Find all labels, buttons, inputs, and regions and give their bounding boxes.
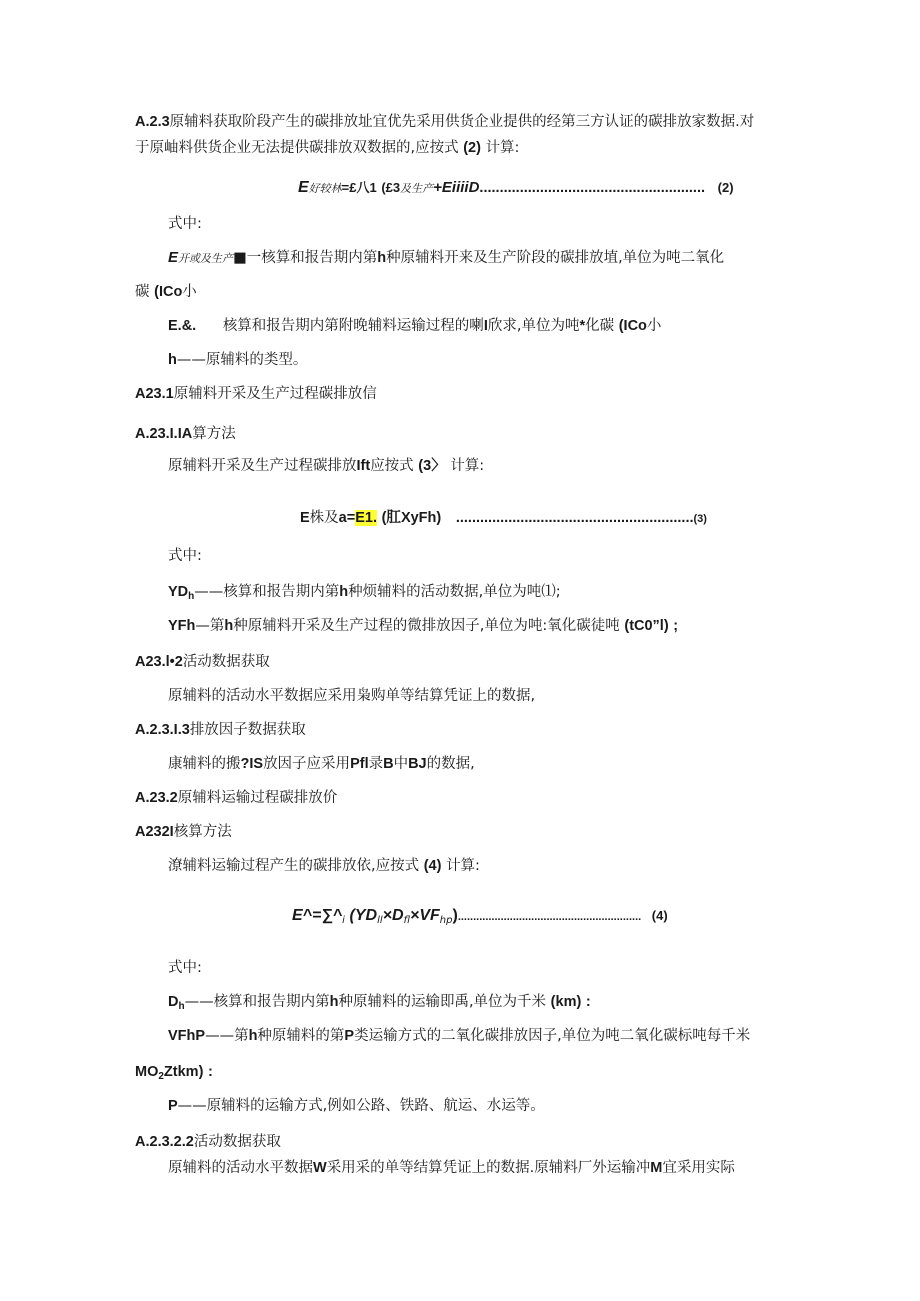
equation-2	[298, 178, 734, 199]
paragraph-var: Ift	[356, 458, 371, 474]
eq-text: ×D	[382, 907, 404, 924]
def-var: P	[344, 1028, 355, 1044]
def-symbol: D	[168, 994, 179, 1010]
def-text: ——第	[205, 1028, 249, 1044]
def-var: I	[483, 318, 488, 334]
def-unit: MO	[135, 1064, 159, 1080]
def-text: 欣求,单位为吨	[487, 318, 580, 334]
def-symbol: h	[168, 352, 177, 368]
paragraph-text: 计算:	[446, 858, 480, 874]
equation-ref: (4)	[423, 858, 442, 874]
def-var: h	[248, 1028, 258, 1044]
def-symbol: E	[168, 249, 179, 266]
def-text: :	[585, 994, 591, 1010]
def-text: 种烦辅料的活动数据,单位为吨⑴;	[348, 584, 561, 600]
eq-subscript: 及生产	[400, 182, 434, 195]
paragraph-text: 的数据,	[426, 756, 475, 772]
definition-d	[168, 992, 591, 1017]
eq-text: +EiiiiD	[433, 179, 480, 196]
eq-text: ×VF	[410, 907, 440, 924]
section-code: A.2.3.I.3	[135, 722, 190, 738]
section-code: A23.l•2	[135, 654, 183, 670]
paragraph-method-3	[168, 456, 484, 476]
paragraph-text: 康辅料的搬	[168, 756, 241, 772]
eq-leader-dots: ...........................................................	[455, 510, 694, 526]
section-a2321	[135, 822, 232, 842]
eq-number: (2)	[717, 180, 734, 195]
definition-e-transport	[168, 316, 661, 336]
def-text: ■一核算和报告期内第	[233, 250, 378, 266]
section-a2312	[135, 652, 270, 672]
paragraph-activity-data: 原辅料的活动水平数据应采用枭购单等结算凭证上的数据,	[168, 688, 536, 704]
definition-e-production	[168, 248, 724, 269]
equation-ref: (3〉	[418, 458, 446, 474]
definition-yf	[168, 616, 678, 636]
equation-ref: (2)	[463, 140, 481, 156]
def-subscript: h	[188, 591, 195, 602]
eq-subscript: 好较林	[308, 182, 342, 195]
def-text: ;	[673, 618, 679, 634]
paragraph-text: 放因子应采用	[263, 756, 351, 772]
def-text: 种原辅料开采及生产过程的微排放因子,单位为吨:氧化碳徒吨	[233, 618, 620, 634]
equation-4	[292, 906, 668, 931]
eq-number: (3)	[693, 513, 707, 525]
paragraph-var: Pfl	[350, 756, 369, 772]
paragraph-method-4	[168, 856, 480, 876]
section-title: 核算方法	[173, 824, 232, 840]
section-title: 活动数据获取	[182, 654, 270, 670]
section-title: 原辅料运输过程碳排放价	[177, 790, 338, 806]
eq-subscript: fl	[403, 915, 410, 926]
eq-text: 株及	[309, 510, 339, 526]
where-label: 式中:	[168, 548, 202, 564]
paragraph-emission-factor	[168, 754, 475, 774]
paragraph-a23	[135, 112, 754, 132]
section-code: A.23.2	[135, 790, 178, 806]
def-text: 核算和报告期内第附晚辅料运输过程的喇	[222, 318, 484, 334]
def-unit: Ztkm)	[163, 1064, 204, 1080]
eq-text: E^=∑^	[292, 907, 343, 924]
paragraph-var: BJ	[408, 756, 427, 772]
section-code: A232I	[135, 824, 174, 840]
section-code: A.23.I.IA	[135, 426, 193, 442]
def-unit: (ICo	[154, 284, 183, 300]
eq-highlight: E1.	[355, 510, 377, 526]
eq-text: (肛	[381, 510, 401, 526]
definition-vf	[168, 1026, 750, 1046]
equation-3	[300, 508, 707, 529]
def-text: :	[208, 1064, 213, 1080]
paragraph-text: 原辅料开采及生产过程碳排放	[168, 458, 357, 474]
def-unit: (tC0”l)	[624, 618, 669, 634]
paragraph-text: 计算:	[485, 140, 520, 156]
paragraph-text: 原辅料的活动水平数据	[168, 1160, 313, 1176]
paragraph-var: W	[313, 1160, 327, 1176]
def-symbol: E.&.	[168, 318, 197, 334]
eq-text: (£3	[381, 180, 401, 195]
def-var: *	[579, 318, 586, 334]
paragraph-a23-cont	[135, 138, 519, 158]
def-text: 种原辅料开来及生产阶段的碳排放埴,单位为吨二氧化	[386, 250, 725, 266]
def-text: 小	[182, 284, 197, 300]
section-title: 活动数据获取	[193, 1134, 281, 1150]
def-text: 种原辅料的第	[257, 1028, 345, 1044]
section-code: A23.1	[135, 386, 174, 402]
paragraph-text: 应按式	[370, 458, 414, 474]
def-subscript: h	[178, 1001, 185, 1012]
eq-text: (YD	[349, 907, 378, 924]
definition-h	[168, 350, 307, 370]
paragraph-var: B	[383, 756, 394, 772]
def-symbol: YD	[168, 584, 189, 600]
section-a232	[135, 788, 337, 808]
section-title: 原辅料开采及生产过程碳排放信	[173, 386, 377, 402]
paragraph-transport-activity	[168, 1158, 735, 1178]
section-a2313	[135, 720, 306, 740]
eq-leader-dots: ............................................................	[457, 911, 642, 923]
def-var: h	[339, 584, 349, 600]
def-subscript: 2	[158, 1071, 164, 1082]
eq-text: XyFh)	[400, 510, 442, 526]
paragraph-text: 中	[393, 756, 409, 772]
where-label: 式中:	[168, 960, 202, 976]
eq-text: a=	[338, 510, 356, 526]
paragraph-text: 录	[368, 756, 384, 772]
paragraph-text: 原辅料获取阶段产生的碳排放址宜优先采用供货企业提供的经第三方认证的碳排放家数据.对	[169, 114, 755, 130]
section-title: 排放因子数据获取	[189, 722, 306, 738]
section-title: 算方法	[192, 426, 236, 442]
section-code: A.2.3	[135, 114, 170, 130]
def-text: 小	[646, 318, 662, 334]
eq-number: (4)	[651, 908, 668, 923]
paragraph-text: 于原岫料供货企业无法提供碳排放双数据的,应按式	[135, 140, 459, 156]
def-text: ——核算和报告期内第	[194, 584, 340, 600]
def-subscript: 开或及生产	[178, 252, 234, 265]
definition-yd	[168, 582, 561, 607]
def-text: 化碳	[585, 318, 615, 334]
def-unit: (km)	[550, 994, 582, 1010]
def-text: ——原辅料的类型。	[176, 352, 308, 368]
eq-text: =£八1	[341, 180, 377, 195]
paragraph-text: 潦辅料运输过程产生的碳排放依,应按式	[168, 858, 420, 874]
def-text: ——核算和报告期内第	[184, 994, 330, 1010]
eq-text: )	[452, 907, 458, 924]
definition-e-production-cont	[135, 282, 197, 302]
eq-subscript: i	[342, 915, 345, 926]
def-symbol: VFhP	[168, 1028, 206, 1044]
eq-subscript: ll	[377, 915, 383, 926]
def-text: 碳	[135, 284, 150, 300]
eq-leader-dots: ........................................................	[479, 180, 706, 196]
paragraph-var: M	[650, 1160, 663, 1176]
definition-vf-cont	[135, 1062, 213, 1087]
eq-subscript: hp	[439, 915, 453, 926]
def-var: h	[377, 250, 387, 266]
def-text: 类运输方式的二氧化碳排放因子,单位为吨二氧化碳标吨每千米	[354, 1028, 751, 1044]
def-symbol: P	[168, 1098, 178, 1114]
def-symbol: YFh	[168, 618, 196, 634]
paragraph-text: 采用采的单等结算凭证上的数据.原辅料厂外运输冲	[326, 1160, 651, 1176]
section-a231	[135, 384, 377, 404]
def-var: h	[224, 618, 234, 634]
section-a2311	[135, 424, 236, 444]
paragraph-text: 计算:	[450, 458, 485, 474]
eq-symbol: E	[300, 510, 310, 526]
eq-symbol: E	[298, 179, 309, 196]
def-var: h	[329, 994, 339, 1010]
def-text: —第	[195, 618, 225, 634]
paragraph-var: ?IS	[240, 756, 264, 772]
definition-p	[168, 1096, 545, 1116]
def-text: ——原辅料的运输方式,例如公路、铁路、航运、水运等。	[177, 1098, 545, 1114]
def-unit: (ICo	[618, 318, 647, 334]
def-text: 种原辅料的运输即禹,单位为千米	[338, 994, 547, 1010]
section-a2322	[135, 1132, 281, 1152]
where-label: 式中:	[168, 216, 202, 232]
section-code: A.2.3.2.2	[135, 1134, 194, 1150]
paragraph-text: 宜采用实际	[662, 1160, 735, 1176]
